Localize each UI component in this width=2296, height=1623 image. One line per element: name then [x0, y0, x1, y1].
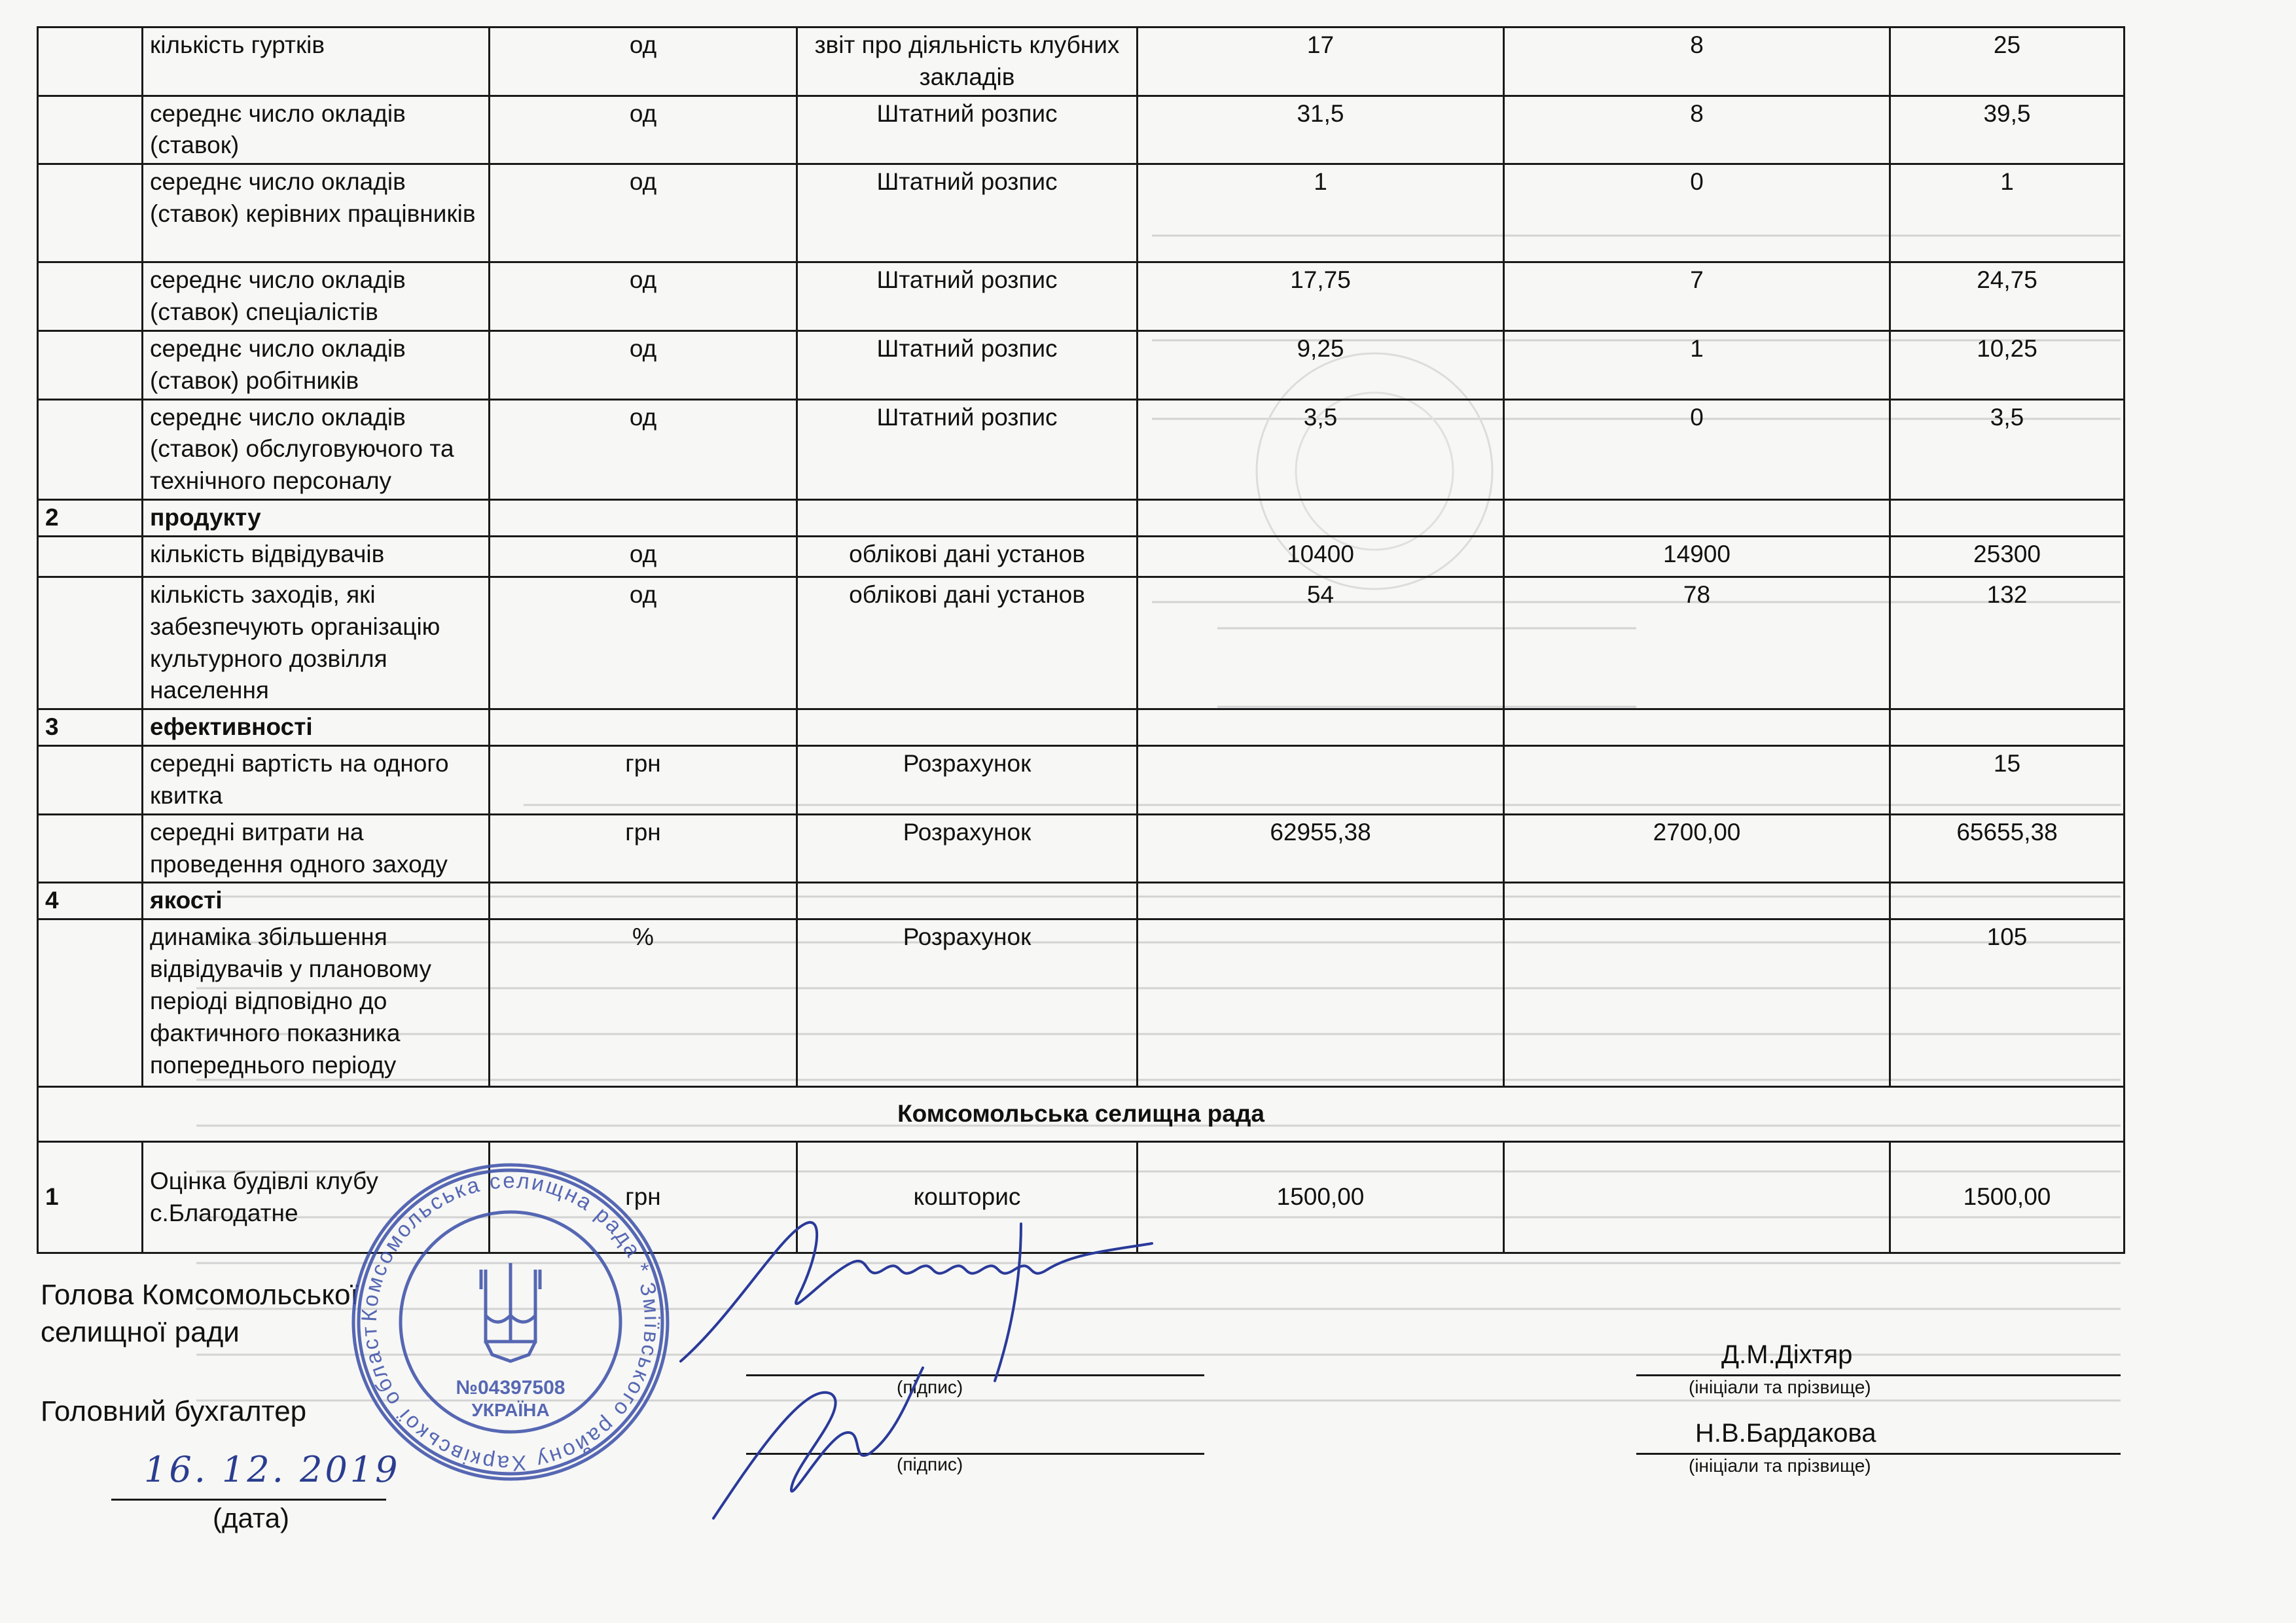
unit-cell: грн: [490, 814, 797, 883]
indicator-name: середні вартість на одного квитка: [143, 746, 490, 815]
empty-cell: [1890, 709, 2125, 746]
value-general-fund: 1: [1138, 164, 1504, 262]
value-general-fund: 10400: [1138, 536, 1504, 577]
head-signature-caption: (підпис): [897, 1377, 963, 1397]
source-cell: звіт про діяльність клубних закладів: [797, 27, 1138, 96]
official-seal: [340, 1152, 681, 1492]
row-number: [38, 27, 143, 96]
section-title: якості: [143, 883, 490, 919]
value-general-fund: 3,5: [1138, 399, 1504, 499]
source-cell: Штатний розпис: [797, 262, 1138, 331]
empty-cell: [490, 883, 797, 919]
empty-cell: [1138, 709, 1504, 746]
table-row: [38, 536, 2125, 577]
table-row: [38, 577, 2125, 709]
row-number: [38, 399, 143, 499]
empty-cell: [1890, 500, 2125, 537]
table-row: [38, 164, 2125, 262]
accountant-signature: [687, 1355, 962, 1538]
empty-cell: [1504, 500, 1890, 537]
value-general-fund: 17,75: [1138, 262, 1504, 331]
empty-cell: [1890, 883, 2125, 919]
section-number: 4: [38, 883, 143, 919]
row-number: [38, 96, 143, 164]
indicator-name: кількість гуртків: [143, 27, 490, 96]
value-special-fund: 0: [1504, 399, 1890, 499]
table-row: [38, 746, 2125, 815]
value-total: 25: [1890, 27, 2125, 96]
value-total: 1500,00: [1890, 1142, 2125, 1253]
source-cell: Розрахунок: [797, 814, 1138, 883]
group-title: Комсомольська селищна рада: [38, 1087, 2125, 1142]
row-number: [38, 164, 143, 262]
empty-cell: [490, 709, 797, 746]
unit-cell: грн: [490, 746, 797, 815]
accountant-name: Н.В.Бардакова: [1695, 1419, 1876, 1448]
row-number: [38, 746, 143, 815]
source-cell: Розрахунок: [797, 746, 1138, 815]
value-general-fund: 31,5: [1138, 96, 1504, 164]
unit-cell: %: [490, 919, 797, 1087]
value-special-fund: 8: [1504, 96, 1890, 164]
table-row: [38, 919, 2125, 1087]
indicator-name: кількість відвідувачів: [143, 536, 490, 577]
value-special-fund: 8: [1504, 27, 1890, 96]
value-general-fund: 1500,00: [1138, 1142, 1504, 1253]
value-total: 15: [1890, 746, 2125, 815]
source-cell: облікові дані установ: [797, 577, 1138, 709]
indicator-name: середнє число окладів (ставок) керівних працівників: [143, 164, 490, 262]
value-special-fund: [1504, 919, 1890, 1087]
value-special-fund: 1: [1504, 330, 1890, 399]
row-number: 1: [38, 1142, 143, 1253]
head-title: [41, 1276, 359, 1351]
section-title: ефективності: [143, 709, 490, 746]
table-row: [38, 399, 2125, 499]
value-general-fund: [1138, 746, 1504, 815]
value-general-fund: 62955,38: [1138, 814, 1504, 883]
value-total: 3,5: [1890, 399, 2125, 499]
value-general-fund: 9,25: [1138, 330, 1504, 399]
value-total: 65655,38: [1890, 814, 2125, 883]
value-special-fund: [1504, 1142, 1890, 1253]
empty-cell: [1138, 500, 1504, 537]
indicator-name: динаміка збільшення відвідувачів у плановому періоді відповідно до фактичного показника попереднього періоду: [143, 919, 490, 1087]
empty-cell: [490, 500, 797, 537]
unit-cell: од: [490, 330, 797, 399]
head-name-caption: (ініціали та прізвище): [1689, 1377, 1871, 1397]
source-cell: Штатний розпис: [797, 96, 1138, 164]
unit-cell: од: [490, 399, 797, 499]
row-number: [38, 262, 143, 331]
unit-cell: од: [490, 577, 797, 709]
indicator-name: середнє число окладів (ставок): [143, 96, 490, 164]
svg-text:Комсомольська селищна рада * З: Комсомольська селищна рада * Зміївського району Харківської област: [356, 1168, 665, 1476]
head-name-line: [1636, 1374, 2121, 1376]
unit-cell: грн: [490, 1142, 797, 1253]
value-special-fund: 0: [1504, 164, 1890, 262]
row-number: [38, 919, 143, 1087]
row-number: [38, 330, 143, 399]
svg-text:УКРАЇНА: УКРАЇНА: [471, 1400, 550, 1420]
accountant-name-line: [1636, 1453, 2121, 1455]
indicator-name: середнє число окладів (ставок) обслуговуючого та технічного персоналу: [143, 399, 490, 499]
group-header-row: [38, 1087, 2125, 1142]
value-total: 10,25: [1890, 330, 2125, 399]
head-title-line2: селищної ради: [41, 1316, 240, 1349]
value-special-fund: 78: [1504, 577, 1890, 709]
section-row: [38, 500, 2125, 537]
section-row: [38, 883, 2125, 919]
accountant-title: Головний бухгалтер: [41, 1395, 307, 1427]
value-total: 1: [1890, 164, 2125, 262]
unit-cell: од: [490, 27, 797, 96]
empty-cell: [1504, 709, 1890, 746]
value-special-fund: 2700,00: [1504, 814, 1890, 883]
source-cell: Штатний розпис: [797, 399, 1138, 499]
empty-cell: [797, 709, 1138, 746]
empty-cell: [1504, 883, 1890, 919]
accountant-signature-caption: (підпис): [897, 1454, 963, 1474]
source-cell: Розрахунок: [797, 919, 1138, 1087]
indicator-name: середнє число окладів (ставок) робітників: [143, 330, 490, 399]
section-number: 2: [38, 500, 143, 537]
row-number: [38, 577, 143, 709]
value-special-fund: 14900: [1504, 536, 1890, 577]
source-cell: Штатний розпис: [797, 330, 1138, 399]
source-cell: облікові дані установ: [797, 536, 1138, 577]
date-line: [111, 1499, 386, 1501]
source-cell: Штатний розпис: [797, 164, 1138, 262]
indicator-name: кількість заходів, які забезпечують організацію культурного дозвілля населення: [143, 577, 490, 709]
unit-cell: од: [490, 536, 797, 577]
empty-cell: [1138, 883, 1504, 919]
empty-cell: [797, 500, 1138, 537]
value-total: 24,75: [1890, 262, 2125, 331]
date-caption: (дата): [213, 1503, 290, 1533]
passport-indicators-table: [37, 26, 2125, 1254]
section-number: 3: [38, 709, 143, 746]
value-total: 132: [1890, 577, 2125, 709]
row-number: [38, 536, 143, 577]
table-row: [38, 96, 2125, 164]
table-row: [38, 814, 2125, 883]
value-total: 39,5: [1890, 96, 2125, 164]
value-general-fund: [1138, 919, 1504, 1087]
value-total: 25300: [1890, 536, 2125, 577]
indicator-name: середнє число окладів (ставок) спеціалістів: [143, 262, 490, 331]
empty-cell: [797, 883, 1138, 919]
indicator-name: середні витрати на проведення одного заходу: [143, 814, 490, 883]
table-row: [38, 262, 2125, 331]
unit-cell: од: [490, 164, 797, 262]
value-general-fund: 54: [1138, 577, 1504, 709]
value-total: 105: [1890, 919, 2125, 1087]
head-title-line1: Голова Комсомольської: [41, 1279, 359, 1311]
section-title: продукту: [143, 500, 490, 537]
source-cell: кошторис: [797, 1142, 1138, 1253]
row-number: [38, 814, 143, 883]
head-name: Д.М.Діхтяр: [1721, 1340, 1853, 1369]
svg-text:№04397508: №04397508: [456, 1377, 565, 1399]
unit-cell: од: [490, 96, 797, 164]
date-handwritten: 16. 12. 2019: [144, 1449, 401, 1490]
section-row: [38, 709, 2125, 746]
table-row: [38, 330, 2125, 399]
value-special-fund: [1504, 746, 1890, 815]
value-general-fund: 17: [1138, 27, 1504, 96]
value-special-fund: 7: [1504, 262, 1890, 331]
unit-cell: од: [490, 262, 797, 331]
indicator-name: Оцінка будівлі клубу с.Благодатне: [143, 1142, 490, 1253]
table-row: [38, 27, 2125, 96]
accountant-name-caption: (ініціали та прізвище): [1689, 1455, 1871, 1476]
